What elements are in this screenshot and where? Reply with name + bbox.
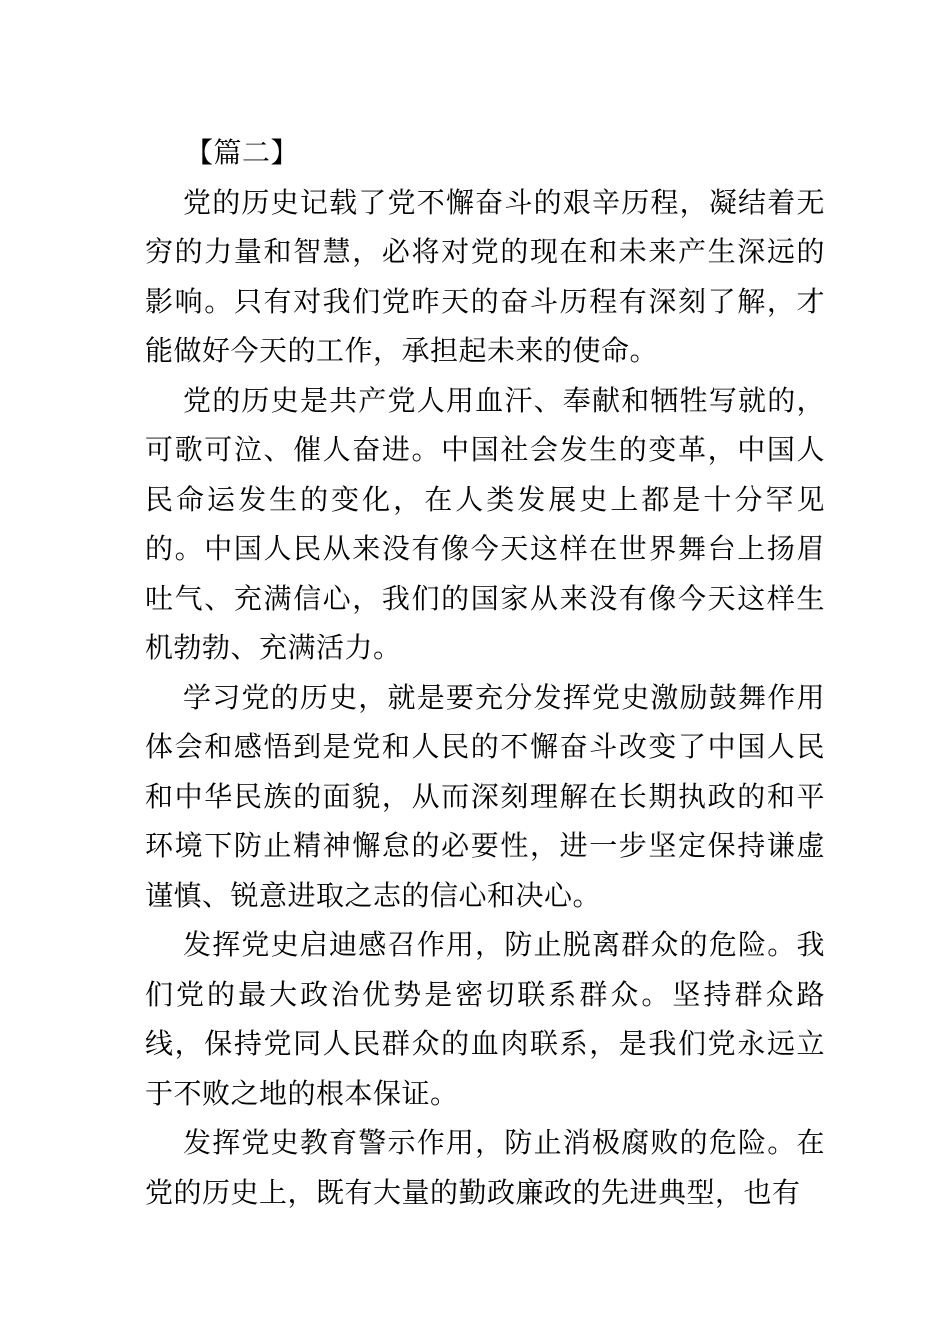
paragraph-4: 发挥党史启迪感召作用，防止脱离群众的危险。我们党的最大政治优势是密切联系群众。坚持群众路线，保持党同人民群众的血肉联系，是我们党永远立于不败之地的根本保证。 — [145, 928, 825, 1110]
document-body — [145, 128, 825, 1217]
section-heading: 【篇二】 — [185, 136, 300, 169]
paragraph-5: 发挥党史教育警示作用，防止消极腐败的危险。在党的历史上，既有大量的勤政廉政的先进典型，也有 — [145, 1126, 825, 1209]
paragraph-1: 党的历史记载了党不懈奋斗的艰辛历程，凝结着无穷的力量和智慧，必将对党的现在和未来产生深远的影响。只有对我们党昨天的奋斗历程有深刻了解，才能做好今天的工作，承担起未来的使命。 — [145, 185, 825, 367]
paragraph-3: 学习党的历史，就是要充分发挥党史激励鼓舞作用体会和感悟到是党和人民的不懈奋斗改变了中国人民和中华民族的面貌，从而深刻理解在长期执政的和平环境下防止精神懈怠的必要性，进一步坚定保持谦虚谨慎、锐意进取之志的信心和决心。 — [145, 680, 825, 912]
paragraph-2: 党的历史是共产党人用血汗、奉献和牺牲写就的，可歌可泣、催人奋进。中国社会发生的变革，中国人民命运发生的变化，在人类发展史上都是十分罕见的。中国人民从来没有像今天这样在世界舞台上扬眉吐气、充满信心，我们的国家从来没有像今天这样生机勃勃、充满活力。 — [145, 383, 825, 664]
